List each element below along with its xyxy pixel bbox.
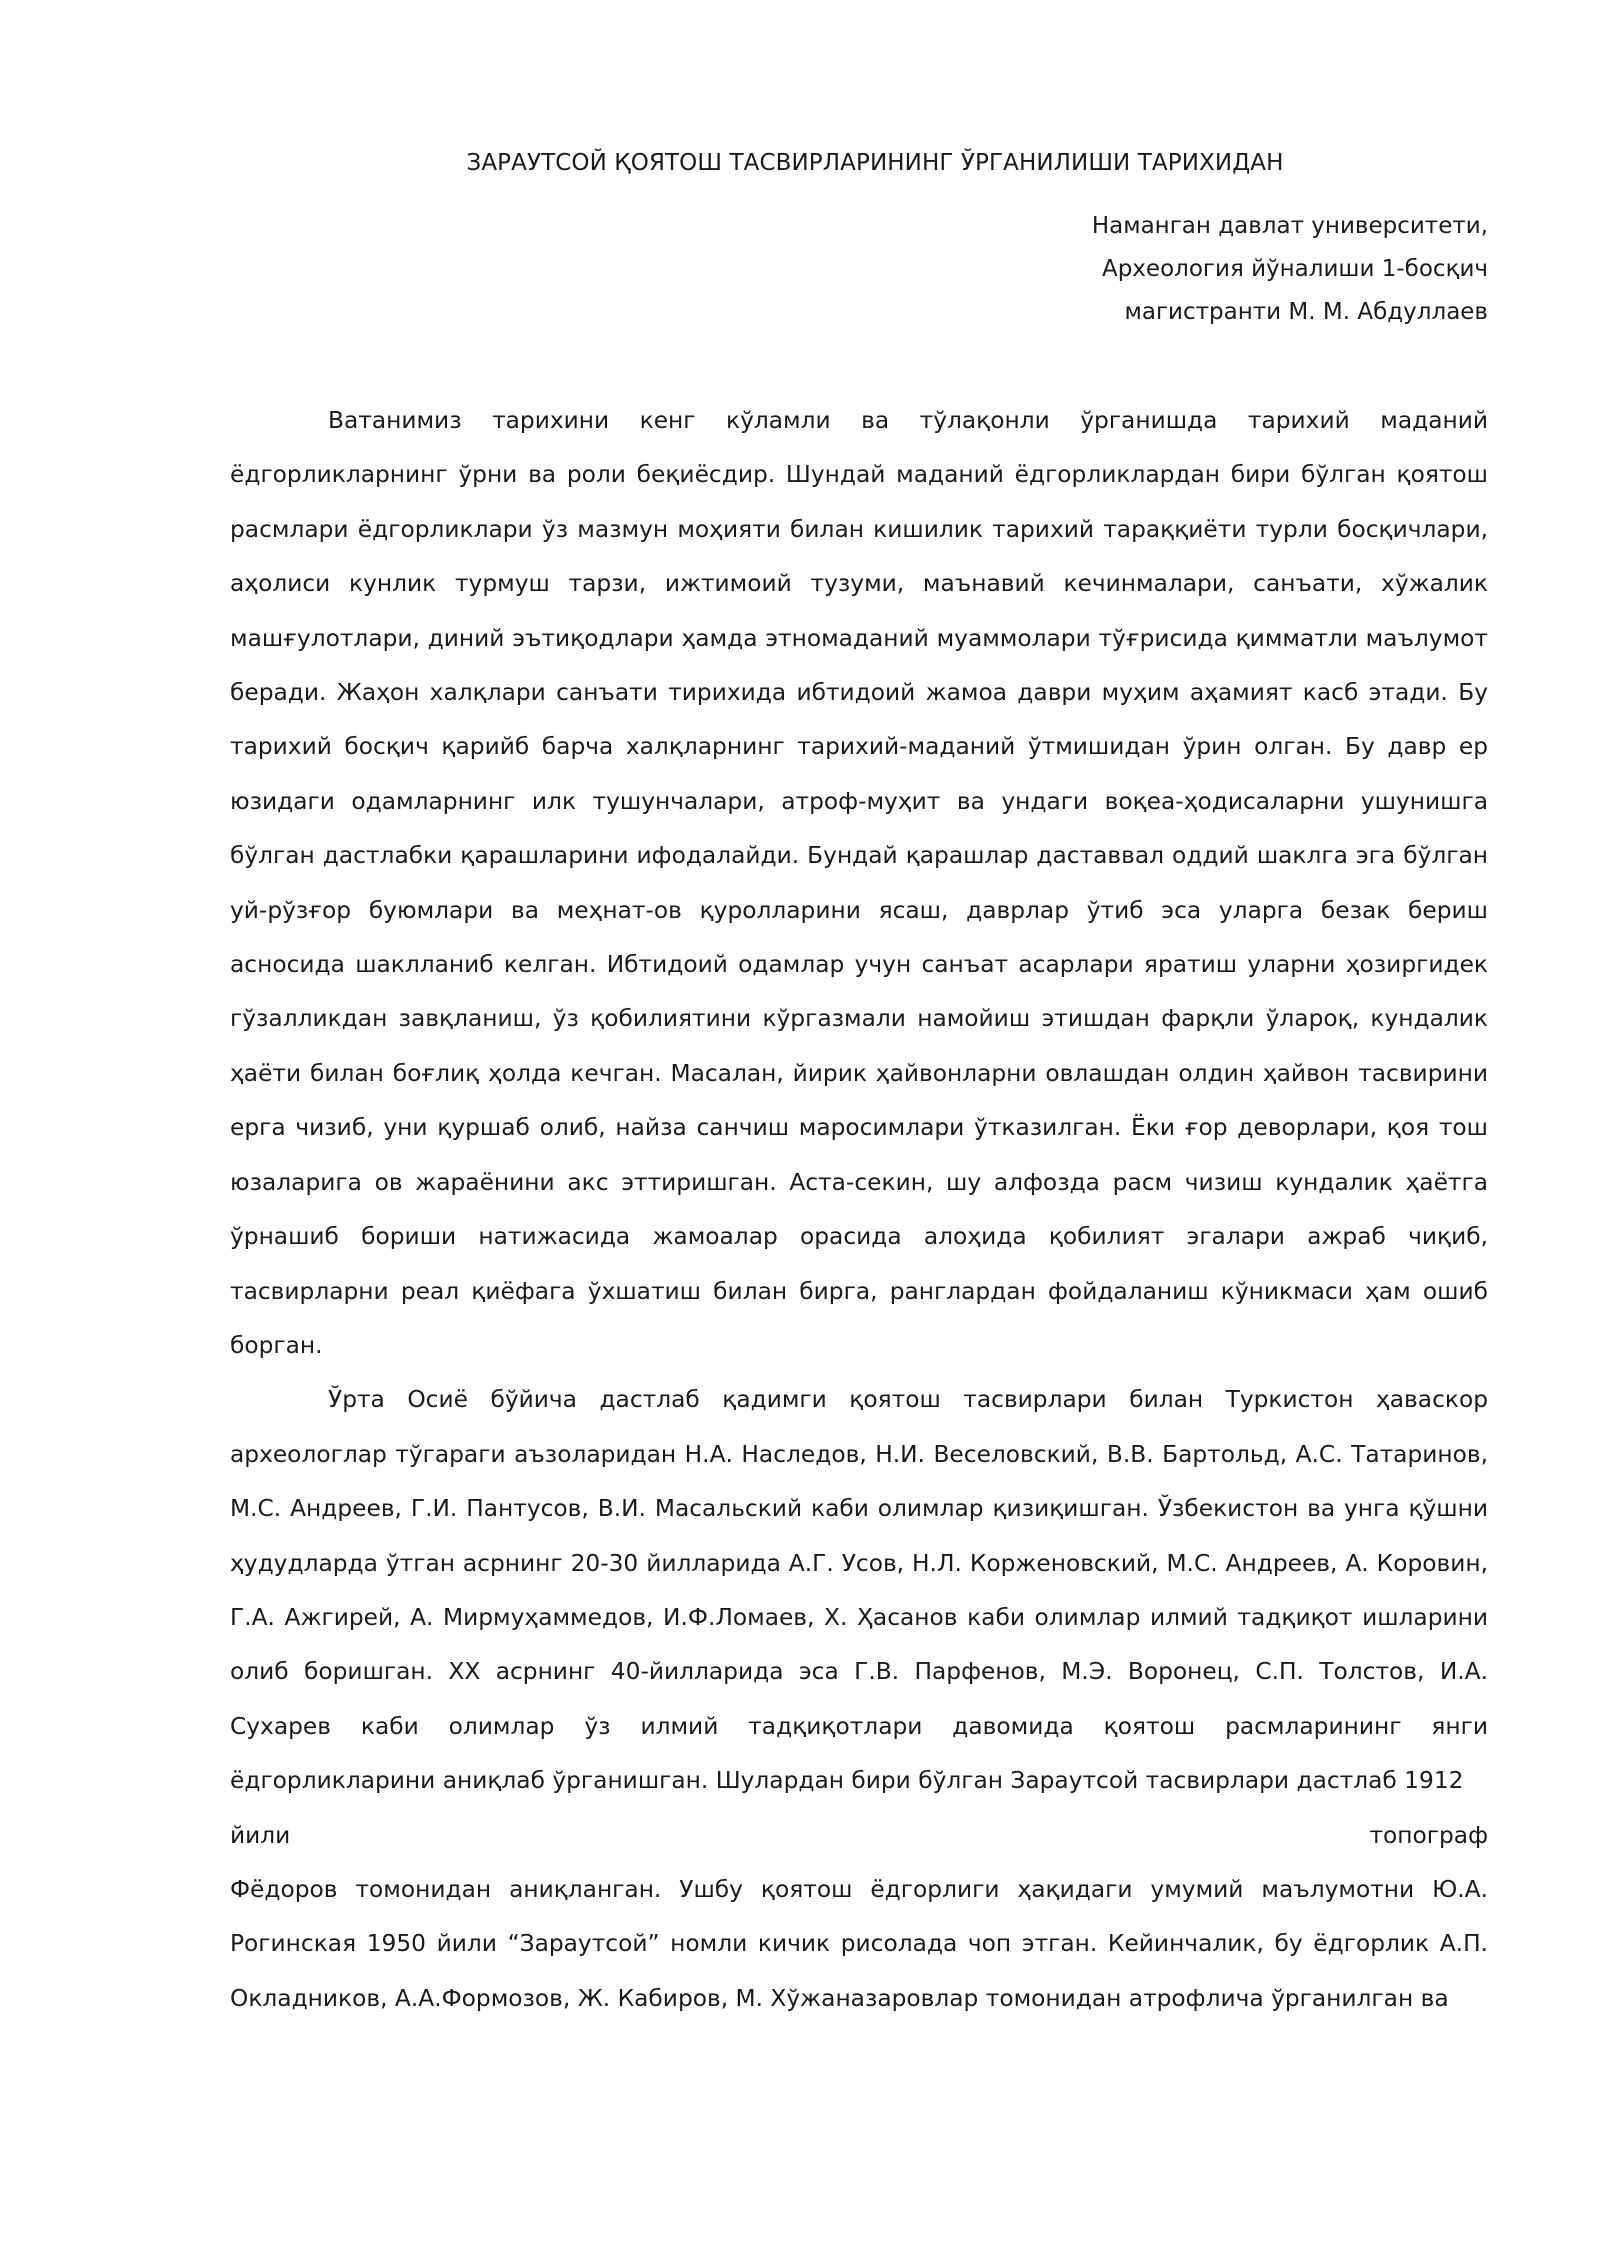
author-line-university: Наманган давлат университети, <box>1091 213 1488 239</box>
paragraph-2-part-2: Фёдоров томонидан аниқланган. Ушбу қоятош ёдгорлиги ҳақидаги умумий маълумотни Ю.А. Рогинская 1950 йили “Зараутсой” номли кичик рисолада чоп этган. Кейинчалик, бу ёдгорлик А.П. Окладников, А.А.Формозов, Ж. Кабиров, М. Хўжаназаровлар томонидан атрофлича ўрганилган ва <box>230 1875 1488 2012</box>
paragraph-2-spread-line: йили топограф <box>230 1821 1488 1849</box>
author-line-program: Археология йўналиши 1-босқич <box>1101 256 1488 282</box>
author-line-name: магистранти М. М. Абдуллаев <box>1124 299 1488 325</box>
document-title: ЗАРАУТСОЙ ҚОЯТОШ ТАСВИРЛАРИНИНГ ЎРГАНИЛИШИ ТАРИХИДАН <box>466 150 1284 176</box>
paragraph-2-part-1: Ўрта Осиё бўйича дастлаб қадимги қоятош тасвирлари билан Туркистон ҳаваскор археологлар тўгараги аъзоларидан Н.А. Наследов, Н.И. Веселовский, В.В. Бартольд, А.С. Татаринов, М.С. Андреев, Г.И. Пантусов, В.И. Масальский каби олимлар қизиқишган. Ўзбекистон ва унга қўшни ҳудудларда ўтган асрнинг 20-30 йилларида А.Г. Усов, Н.Л. Корженовский, М.С. Андреев, А. Коровин, Г.А. Ажгирей, А. Мирмуҳаммедов, И.Ф.Ломаев, Х. Ҳасанов каби олимлар илмий тадқиқот ишларини олиб боришган. ХХ асрнинг 40-йилларида эса Г.В. Парфенов, М.Э. Воронец, С.П. Толстов, И.А. Сухарев каби олимлар ўз илмий тадқиқотлари давомида қоятош расмларининг янги ёдгорликларини аниқлаб ўрганишган. Шулардан бири бўлган Зараутсой тасвирлари дастлаб 1912 <box>230 1386 1488 1795</box>
document-body <box>230 394 1488 2026</box>
author-block <box>1092 205 1488 334</box>
paragraph-1: Ватанимиз тарихини кенг кўламли ва тўлақонли ўрганишда тарихий маданий ёдгорликларнинг ўрни ва роли беқиёсдир. Шундай маданий ёдгорликлардан бири бўлган қоятош расмлари ёдгорликлари ўз мазмун моҳияти билан кишилик тарихий тараққиёти турли босқичлари, аҳолиси кунлик турмуш тарзи, ижтимоий тузуми, маънавий кечинмалари, санъати, хўжалик машғулотлари, диний эътиқодлари ҳамда этномаданий муаммолари тўғрисида қимматли маълумот беради. Жаҳон халқлари санъати тирихида ибтидоий жамоа даври муҳим аҳамият касб этади. Бу тарихий босқич қарийб барча халқларнинг тарихий-маданий ўтмишидан ўрин олган. Бу давр ер юзидаги одамларнинг илк тушунчалари, атроф-муҳит ва ундаги воқеа-ҳодисаларни ушунишга бўлган дастлабки қарашларини ифодалайди. Бундай қарашлар даставвал оддий шаклга эга бўлган уй-рўзғор буюмлари ва меҳнат-ов қуролларини ясаш, даврлар ўтиб эса уларга безак бериш асносида шаклланиб келган. Ибтидоий одамлар учун санъат асарлари яратиш уларни ҳозиргидек гўзалликдан завқланиш, ўз қобилиятини кўргазмали намойиш этишдан фарқли ўлароқ, кундалик ҳаёти билан боғлиқ ҳолда кечган. Масалан, йирик ҳайвонларни овлашдан олдин ҳайвон тасвирини ерга чизиб, уни қуршаб олиб, найза санчиш маросимлари ўтказилган. Ёки ғор деворлари, қоя тош юзаларига ов жараёнини акс эттиришган. Аста-секин, шу алфозда расм чизиш кундалик ҳаётга ўрнашиб бориши натижасида жамоалар орасида алоҳида қобилият эгалари ажраб чиқиб, тасвирларни реал қиёфага ўхшатиш билан бирга, ранглардан фойдаланиш кўникмаси ҳам ошиб борган. <box>230 407 1488 1359</box>
